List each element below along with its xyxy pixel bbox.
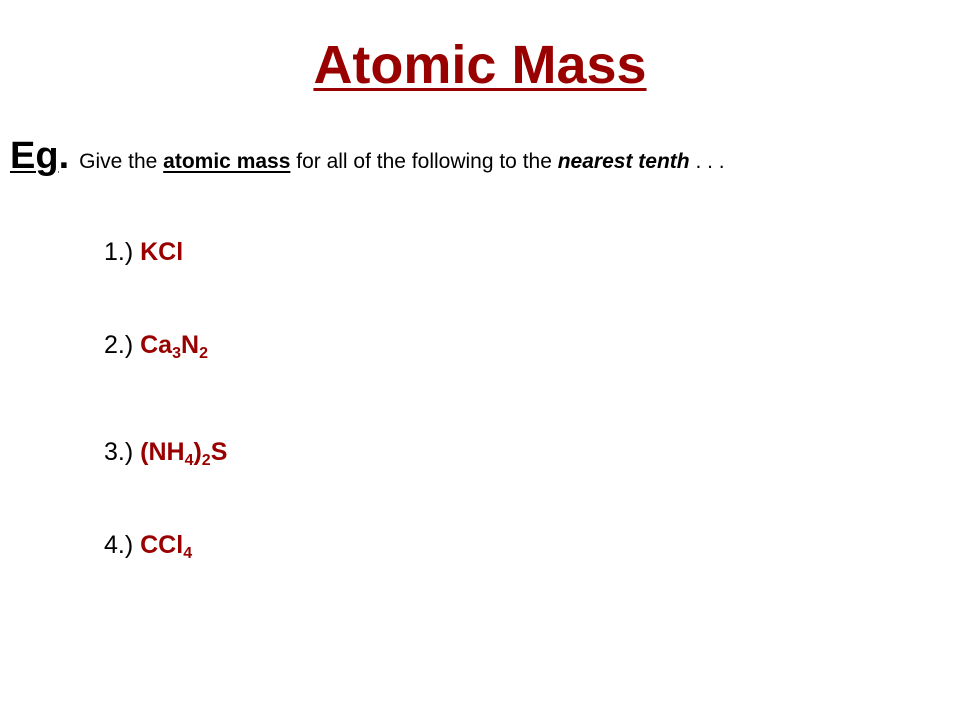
formula-subscript: 4	[184, 452, 194, 469]
instruction-text-2: for all of the following to the	[290, 150, 558, 173]
problem-3	[104, 438, 228, 469]
eg-label: Eg	[10, 135, 59, 177]
problem-number: 2.)	[104, 331, 141, 359]
problem-1	[104, 240, 183, 265]
formula-part: Ca	[140, 331, 173, 359]
formula-part: (NH	[140, 438, 185, 466]
instruction-ellipsis: . . .	[689, 150, 725, 173]
formula-part: S	[210, 438, 228, 466]
problem-number: 3.)	[104, 438, 141, 466]
chemical-formula	[140, 531, 193, 562]
formula-part: )	[193, 438, 202, 466]
formula-subscript: 2	[199, 345, 208, 362]
eg-dot: .	[58, 135, 70, 177]
instruction-text-1: Give the	[79, 150, 164, 173]
problem-4	[104, 531, 193, 562]
chemical-formula	[140, 331, 208, 362]
problem-number: 4.)	[104, 531, 141, 559]
problem-number: 1.)	[104, 238, 141, 266]
slide-title: Atomic Mass	[313, 35, 647, 95]
atomic-mass-term: atomic mass	[163, 150, 291, 173]
formula-part: KCl	[140, 238, 184, 266]
chemical-formula	[140, 438, 228, 469]
formula-subscript: 4	[183, 545, 193, 562]
nearest-tenth-term: nearest tenth	[557, 150, 690, 173]
formula-subscript: 3	[172, 345, 181, 362]
problem-2	[104, 331, 208, 362]
formula-subscript: 2	[201, 452, 211, 469]
formula-part: CCl	[140, 531, 184, 559]
formula-part: N	[181, 331, 200, 359]
example-prompt	[10, 135, 725, 178]
chemical-formula	[140, 238, 183, 266]
